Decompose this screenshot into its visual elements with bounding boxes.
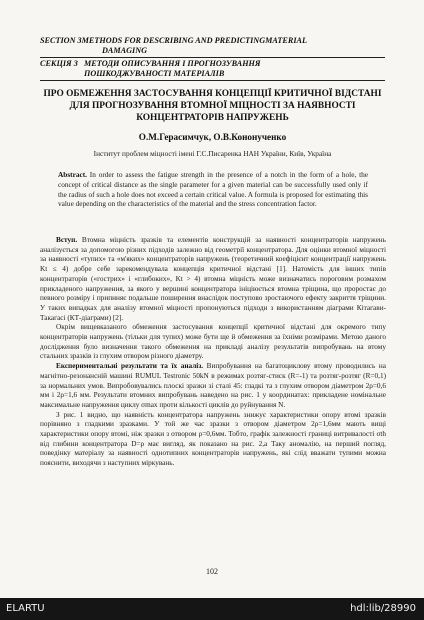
article-authors: О.М.Герасимчук, О.В.Кононученко <box>138 132 287 142</box>
paragraph-intro <box>40 236 386 323</box>
paragraph-text: Випробування на багатоциклову втому проводились на магнітно-резонансній машині RUMUL Testronic 50kN в режимах розтяг-стиск (R=-1) та розтяг-розтяг (R=0,1) за нормальних умов. Випробовувались плоскі зразки зі сталі 45: гладкі та з глухим отвором діаметром 2ρ=0,6 мм і 2ρ=1,6 мм. Результати втомних випробувань наведено на рис. 1 у координатах: прикладене номінальне максимальне напруження циклу σmax проти кількості циклів до руйнування N. <box>40 362 386 409</box>
header-divider <box>40 57 385 58</box>
section-header-uk-line1: МЕТОДИ ОПИСУВАННЯ І ПРОГНОЗУВАННЯ <box>84 59 261 68</box>
paragraph-label: Вступ. <box>56 236 78 244</box>
paragraph-text: Окрім вищевказаного обмеження застосування концепції критичної відстані для окремого типу концентраторів напружень (тільки для тупих) може бути ще й обмеження за їхніми розмірами. Метою даного дослідження було визначення такого обмеження на прикладі аналізу результатів випробувань на втому стальних зразків із глухим отвором різного діаметру. <box>40 323 386 361</box>
abstract <box>58 170 368 209</box>
author-affiliation: Інститут проблем міцності імені Г.С.Писаренка НАН України, Київ, Україна <box>93 149 332 158</box>
handle-id: hdl:lib/28990 <box>350 603 416 614</box>
section-header <box>40 36 385 81</box>
section-header-uk-line2: ПОШКОДЖУВАНОСТІ МАТЕРІАЛІВ <box>84 69 225 78</box>
paragraph-experimental <box>40 362 386 411</box>
paragraph-analysis <box>40 411 386 469</box>
article-title: ПРО ОБМЕЖЕННЯ ЗАСТОСУВАННЯ КОНЦЕПЦІЇ КРИТИЧНОЇ ВІДСТАНІ ДЛЯ ПРОГНОЗУВАННЯ ВТОМНОЇ МІЦНОСТІ ЗА НАЯВНОСТІ КОНЦЕНТРАТОРІВ НАПРУЖЕНЬ <box>43 89 382 123</box>
page-number: 102 <box>206 567 218 576</box>
repository-label: ELARTU <box>6 603 45 614</box>
section-header-en-line1: SECTION 3METHODS FOR DESCRIBING AND PREDICTINGMATERIAL <box>40 36 307 45</box>
abstract-text: In order to assess the fatigue strength in the presence of a notch in the form of a hole, the concept of critical distance as the single parameter for a given material can be successfully used only if the radius of such a hole does not exceed a certain critical value. A formula is proposed for estimating this value depending on the characteristics of the material and the stress concentration factor. <box>58 170 368 209</box>
abstract-label: Abstract. <box>58 170 87 179</box>
section-header-uk <box>40 59 385 79</box>
article-body <box>40 236 386 469</box>
section-header-en <box>40 36 385 56</box>
paragraph-aim <box>40 323 386 362</box>
section-number: СЕКЦІЯ 3 <box>40 59 78 68</box>
paragraph-label: Експериментальні результати та їх аналіз. <box>56 362 204 371</box>
paragraph-text: Втомна міцність зразків та елементів конструкцій за наявності концентраторів напружень аналізується за допомогою різних підходів залежно від геометрії концентратора. Для оцінки втомної міцності за наявності «тупих» та «м'яких» концентраторів напружень (теоретичний коефіцієнт концентрації напружень Kt ≤ 4) добре себе зарекомендувала концепція критичної відстані [1]. Натомість для інших типів концентраторів («гострих» і «глибоких», Kt > 4) втомна міцність може визначатись пороговим розмахом прикладеного напруження, за якого у вершині концентратора ініціюється втомна тріщина, що проростає до певного розміру і припиняє подальше поширення внаслідок поступово зростаючого ефекту закриття тріщини. У таких випадках для аналізу втомної міцності пропонуються підходи з використанням діаграми Кітагави-Такагасі (КТ-діаграми) [2]. <box>40 236 386 322</box>
section-header-en-line2: DAMAGING <box>102 46 148 55</box>
header-divider-bottom <box>40 80 385 81</box>
paragraph-text: З рис. 1 видно, що наявність концентратора напружень знижує характеристики опору втомі зразків порівняно з гладкими зразками. У той же час зразки з отвором діаметром 2ρ=1,6мм мають вищі характеристики опору втомі, ніж зразки з отвором ρ=0,6мм. Тобто, графік залежності границі витривалості σth від глибини концентратора D=ρ має вигляд, як показано на рис. 2,а Таку аномалію, на перший погляд, поведінку матеріалу за наявності однотипних концентраторів напружень, які слід вважати тупими можна пояснити, виходячи з наступних міркувань. <box>40 410 386 468</box>
